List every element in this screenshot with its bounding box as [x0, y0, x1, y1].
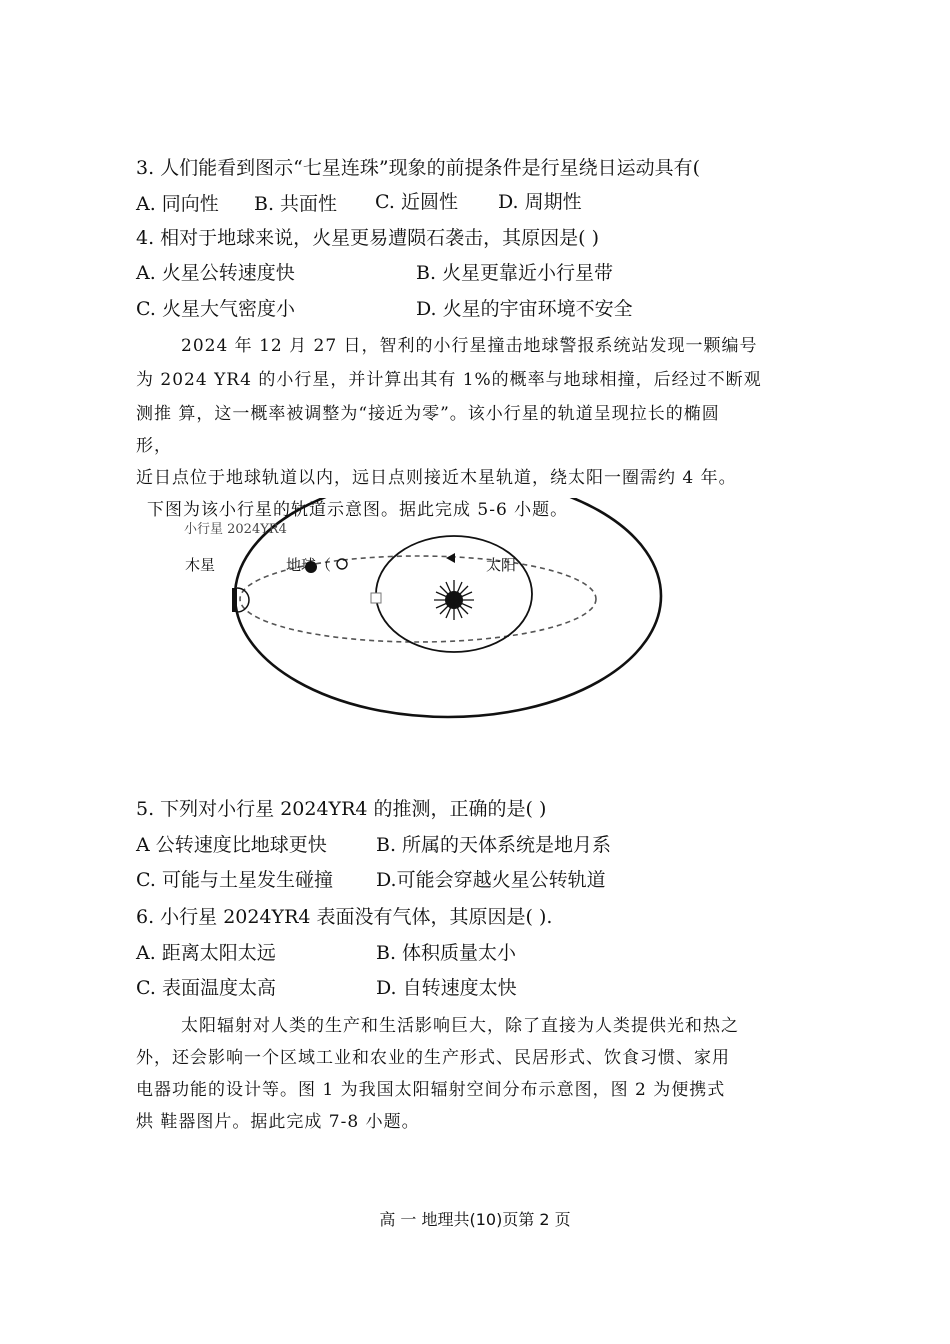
earth-position-circle — [337, 559, 347, 569]
sun-label: 太阳 — [486, 556, 517, 574]
q3-stem: 3. 人们能看到图示“七星连珠”现象的前提条件是行星绕日运动具有( — [136, 157, 701, 179]
q4-option-c: C. 火星大气密度小 — [136, 298, 295, 320]
q6-option-b: B. 体积质量太小 — [376, 942, 517, 964]
q3-option-d: D. 周期性 — [498, 191, 582, 213]
q6-option-d: D. 自转速度太快 — [376, 977, 517, 999]
passage1-line-2: 为 2024 YR4 的小行星，并计算出其有 1%的概率与地球相撞，后经过不断观 — [136, 370, 762, 390]
passage1-line-4: 形， — [136, 436, 172, 456]
orbit-diagram — [178, 498, 678, 730]
passage2-line-1: 太阳辐射对人类的生产和生活影响巨大，除了直接为人类提供光和热之 — [181, 1016, 739, 1036]
figure-title: 小行星 2024YR4 — [184, 522, 287, 537]
q4-option-b: B. 火星更靠近小行星带 — [416, 262, 614, 284]
passage1-line-6: 下图为该小行星的轨道示意图。据此完成 5-6 小题。 — [147, 500, 569, 520]
passage1-line-5: 近日点位于地球轨道以内，远日点则接近木星轨道，绕太阳一圈需约 4 年。 — [136, 468, 737, 488]
q3-option-a: A. 同向性 — [136, 193, 219, 215]
q5-option-a: A 公转速度比地球更快 — [136, 834, 327, 856]
sun-icon — [434, 580, 474, 620]
q6-stem: 6. 小行星 2024YR4 表面没有气体，其原因是( ). — [136, 906, 553, 928]
jupiter-orbit — [235, 498, 661, 717]
orbit-direction-arrow-icon — [446, 553, 455, 563]
q4-stem: 4. 相对于地球来说，火星更易遭陨石袭击，其原因是( ) — [136, 227, 600, 249]
q5-option-b: B. 所属的天体系统是地月系 — [376, 834, 612, 856]
q3-option-c: C. 近圆性 — [375, 191, 458, 213]
q5-stem: 5. 下列对小行星 2024YR4 的推测，正确的是( ) — [136, 798, 547, 820]
jupiter-label: 木星 — [185, 556, 216, 574]
passage1-line-1: 2024 年 12 月 27 日，智利的小行星撞击地球警报系统站发现一颗编号 — [181, 336, 758, 356]
passage2-line-3: 电器功能的设计等。图 1 为我国太阳辐射空间分布示意图，图 2 为便携式 — [136, 1080, 726, 1100]
q6-option-c: C. 表面温度太高 — [136, 977, 276, 999]
jupiter-icon — [232, 588, 237, 612]
passage1-line-3: 测推 算，这一概率被调整为“接近为零”。该小行星的轨道呈现拉长的椭圆 — [136, 404, 720, 424]
q4-option-a: A. 火星公转速度快 — [136, 262, 295, 284]
q3-option-b: B. 共面性 — [254, 193, 338, 215]
q6-option-a: A. 距离太阳太远 — [136, 942, 276, 964]
passage2-line-4: 烘 鞋器图片。据此完成 7-8 小题。 — [136, 1112, 420, 1132]
q5-option-d: D.可能会穿越火星公转轨道 — [376, 869, 606, 891]
passage2-line-2: 外，还会影响一个区域工业和农业的生产形式、民居形式、饮食习惯、家用 — [136, 1048, 730, 1068]
q4-option-d: D. 火星的宇宙环境不安全 — [416, 298, 633, 320]
page-footer: 高 一 地理共(10)页第 2 页 — [379, 1210, 571, 1229]
earth-label: 地球（ — [286, 556, 332, 574]
q5-option-c: C. 可能与土星发生碰撞 — [136, 869, 333, 891]
